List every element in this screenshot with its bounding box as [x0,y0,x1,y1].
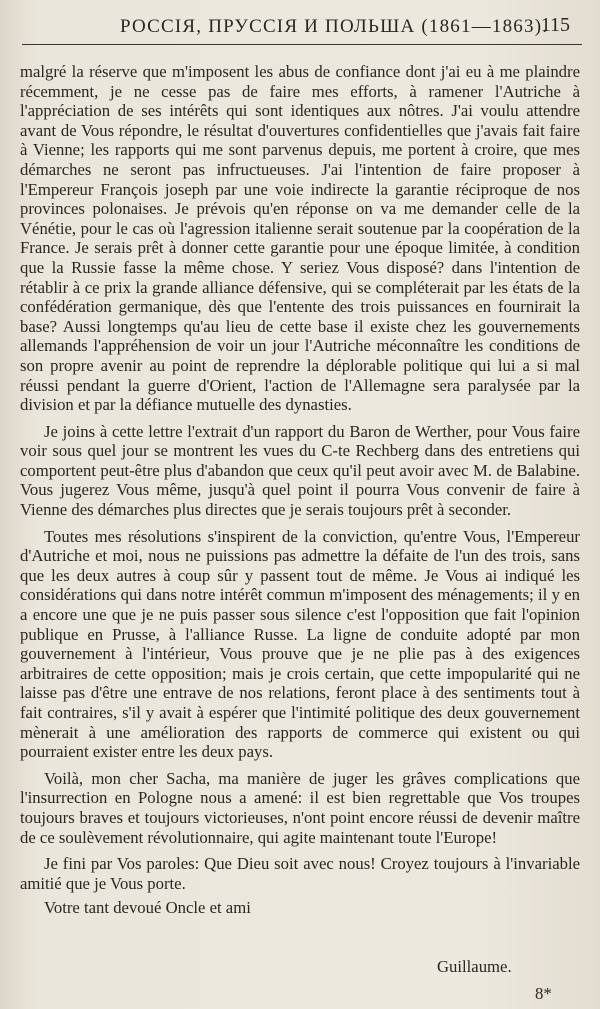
paragraph-closing: Je fini par Vos paroles: Que Dieu soit avec nous! Croyez toujours à l'invariable amitié que je Vous porte. [20,854,580,893]
paragraph-signoff: Votre tant devoué Oncle et ami [44,898,251,918]
page-number: 115 [540,14,570,36]
signature: Guillaume. [437,957,512,976]
paragraph-werther-report: Je joins à cette lettre l'extrait d'un rapport du Baron de Werther, pour Vous faire voir sous quel jour se montrent les vues du C-te Rechberg dans des entretiens qui comportent peut-être plus d'abandon que ceux qu'il peut avoir avec M. de Balabine. Vous jugerez Vous même, jusqu'à quel point il pourra Vous convenir de faire à Vienne des démarches plus directes que je serais toujours prêt à seconder. [20,421,580,520]
paragraph-continued: malgré la réserve que m'imposent les abus de confiance dont j'ai eu à me plaindre récemment, je ne cesse pas de faire mes efforts, à ramener l'Autriche à l'appréciation de ses intérêts qui sont identiques aux nôtres. J'ai voulu attendre avant de Vous répondre, le résultat d'ouvertures confidentielles que j'avais fait faire à Vienne; les rapports qui me sont parvenus depuis, me portent à croire, que mes démarches ne seront pas infructueuses. J'ai l'intention de faire proposer à l'Empereur François joseph par une voie indirecte la garantie réciproque de nos provinces polonaises. Je prévois qu'en réponse on va me demander celle de la Vénétie, pour le cas où l'agression italienne serait soutenue par la coopération de la France. Je serais prêt à donner cette garantie pour une époque limitée, à condition que la Russie fasse la même chose. Y seriez Vous disposé? dans l'intention de rétablir à ce prix la grande alliance défensive, qui se compléterait par les états de la confédération germanique, dès que l'entente des trois puissances en fournirait la base? Aussi longtemps qu'au lieu de cette base il existe chez les gouvernements allemands l'appréhension de voir un jour l'Autriche méconnaître les conditions de son propre avenir au point de reprendre la déplorable politique qui lui a si mal réussi pendant la guerre d'Orient, l'action de l'Allemagne sera paralysée par la division et par la défiance mutuelle des dynasties. [20,62,580,415]
paragraph-insurrection: Voilà, mon cher Sacha, ma manière de juger les grâves complications que l'insurrection en Pologne nous a amené: il est bien regrettable que Vos troupes toujours braves et toujours victorieuses, n'ont point encore réussi de devenir maître de ce soulèvement révolutionnaire, qui agite maintenant toute l'Europe! [20,768,580,847]
page-header [22,12,582,45]
running-head: РОССІЯ, ПРУССІЯ И ПОЛЬША (1861—1863). [120,16,549,37]
signature-mark: 8* [535,984,552,1003]
letter-body [20,62,580,925]
paragraph-resolutions: Toutes mes résolutions s'inspirent de la conviction, qu'entre Vous, l'Empereur d'Autriche et moi, nous ne puissions pas admettre la défaite de l'un des trois, sans que les deux autres à coup sûr y passent tout de même. Je Vous ai indiqué les considérations qui dans notre intérêt commun m'imposent des ménagements; il y en a encore une que je ne puis passer sous silence c'est l'opposition que fait l'opinion publique en Prusse, à l'alliance Russe. La ligne de conduite adopté par mon gouvernement à l'intérieur, Vous prouve que je ne plie pas à des exigences arbitraires de cette opposition; mais je crois certain, que cette impopularité qui ne laisse pas d'être une entrave de nos relations, feront place à des sentiments tout à fait contraires, s'il y avait à espérer que l'intimité politique des deux gouvernement mènerait à une amélioration des rapports de commerce qui existent ou qui pourraient exister entre les deux pays. [20,526,580,762]
